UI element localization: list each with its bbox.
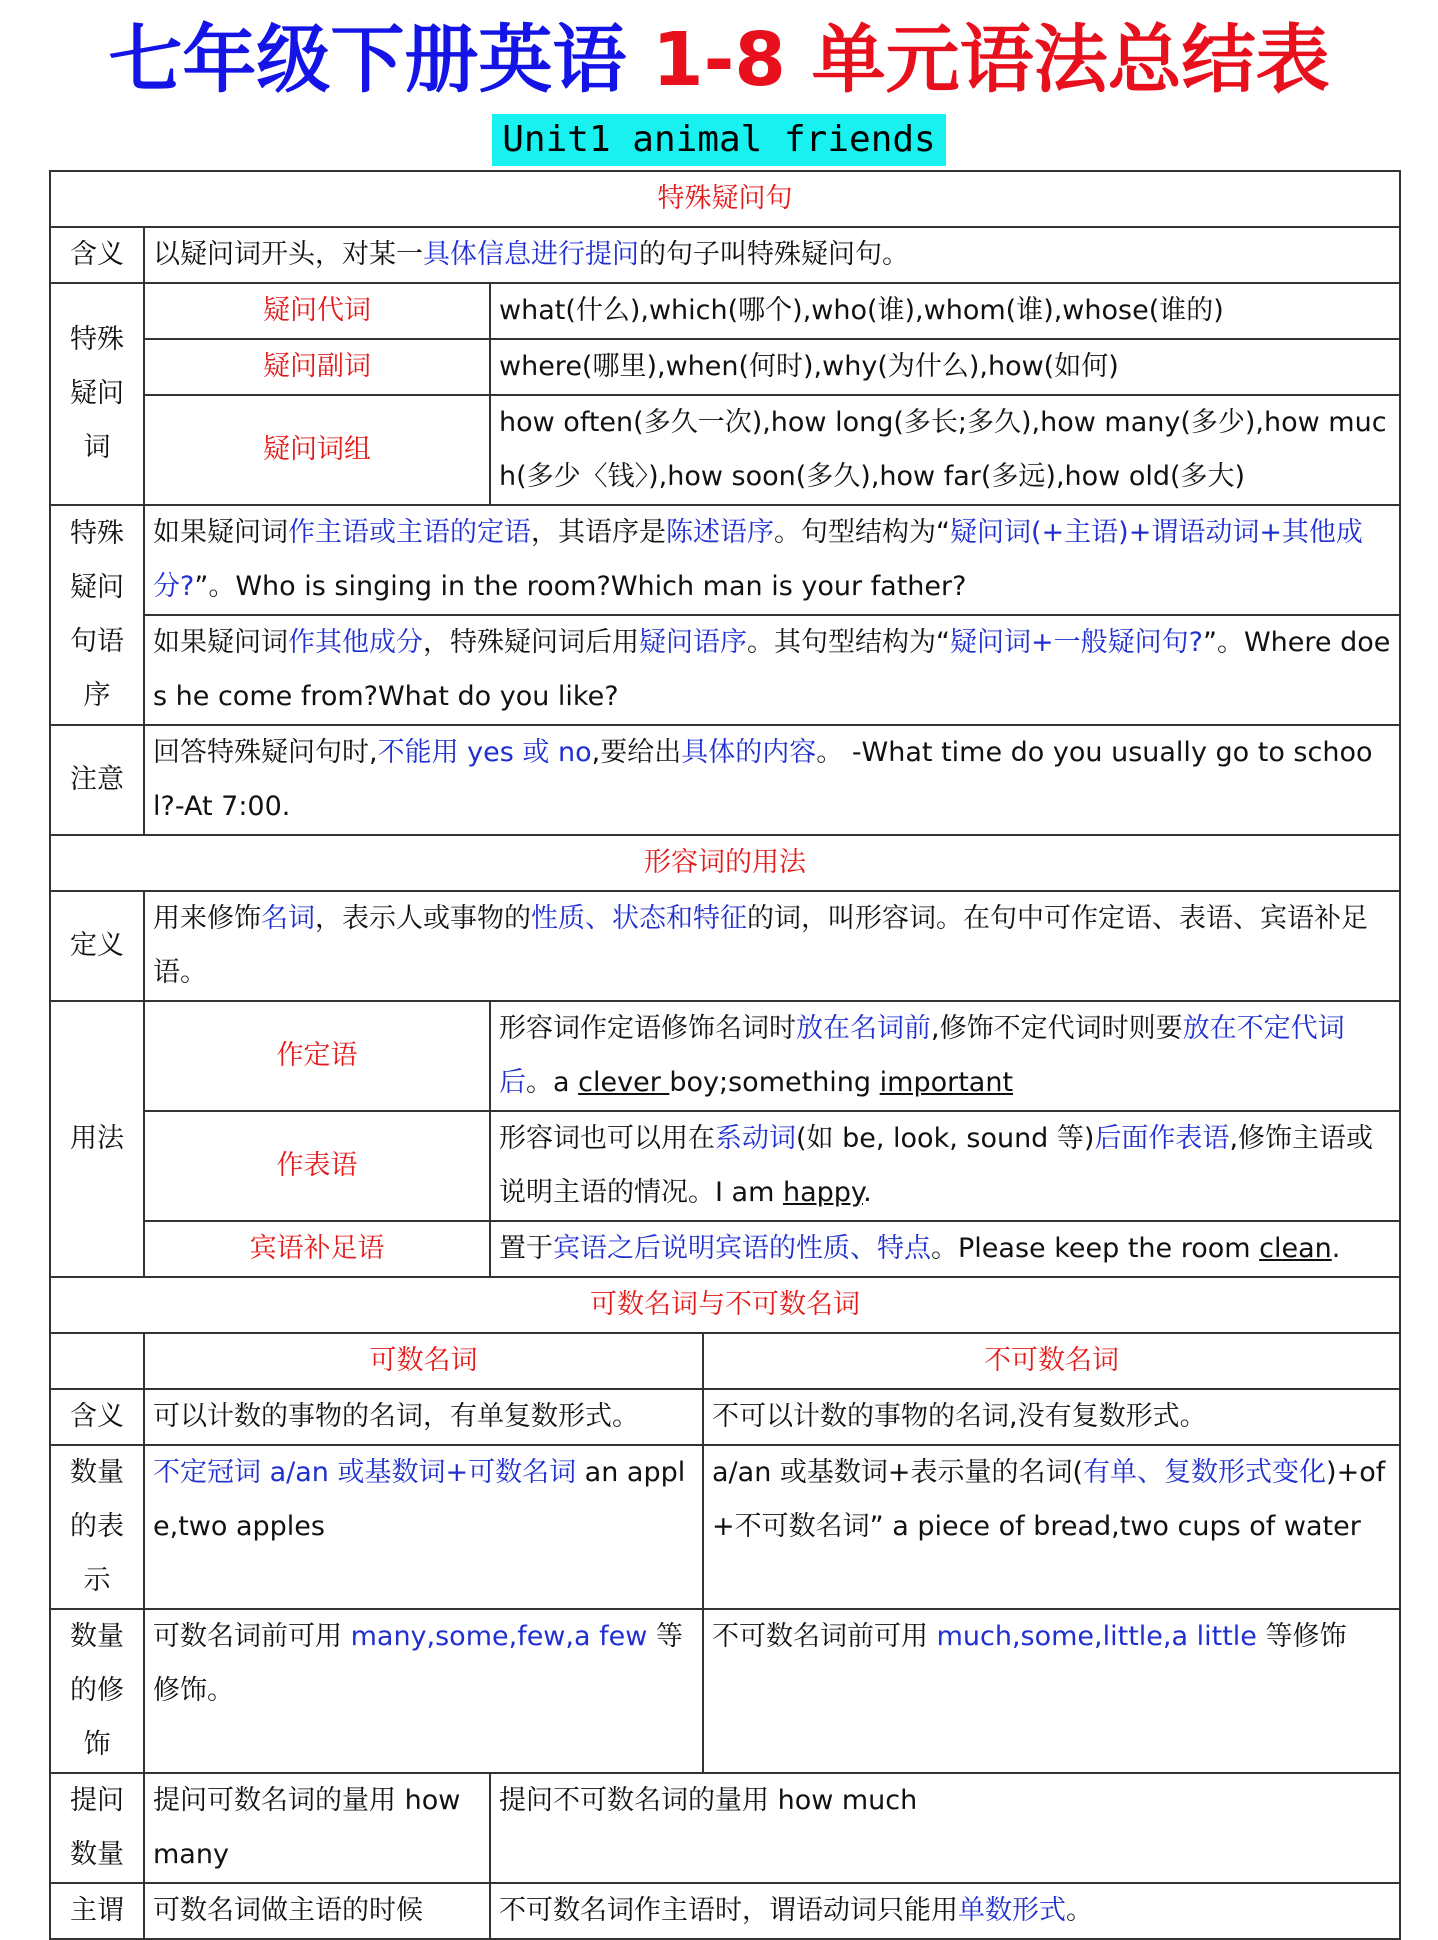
text-segment: ”。Who is singing in the room?Which man is your father? <box>194 571 967 602</box>
row-label: 数量的修饰 <box>50 1609 144 1773</box>
title-part-2: 1-8 单元语法总结表 <box>652 17 1330 103</box>
highlight-text: 不定冠词 a/an 或基数词+可数名词 <box>153 1457 577 1488</box>
cell-text <box>144 725 1400 835</box>
cell-text <box>144 227 1400 283</box>
cell-uncountable <box>703 1389 1400 1445</box>
cell-countable <box>144 1773 490 1883</box>
sub-label: 作表语 <box>144 1111 490 1221</box>
row-label: 含义 <box>50 1389 144 1445</box>
cell-text <box>490 339 1400 395</box>
text-segment: 。a <box>526 1067 579 1098</box>
highlight-text: 具体信息进行提问 <box>423 239 639 270</box>
text-segment: 提问可数名词的量用 how many <box>153 1785 461 1870</box>
page-title <box>0 14 1438 106</box>
highlight-text: 后面作表语 <box>1094 1123 1230 1154</box>
text-segment: 如果疑问词 <box>153 517 288 548</box>
text-segment: 以疑问词开头，对某一 <box>153 239 423 270</box>
cell-countable <box>144 1609 703 1773</box>
text-segment: 不可数名词作主语时，谓语动词只能用 <box>499 1895 958 1926</box>
text-segment: 。其句型结构为“ <box>747 627 950 658</box>
highlight-text: 疑问语序 <box>639 627 747 658</box>
text-segment: a/an 或基数词+表示量的名词( <box>712 1457 1084 1488</box>
text-segment: 不可数名词前可用 <box>712 1621 937 1652</box>
highlight-text: 作主语或主语的定语 <box>288 517 531 548</box>
text-segment: boy;something <box>669 1067 880 1098</box>
sub-label: 疑问副词 <box>144 339 490 395</box>
cell-text <box>144 891 1400 1001</box>
highlight-text: 不能用 yes 或 no <box>377 737 592 768</box>
cell-countable <box>144 1389 703 1445</box>
cell-text <box>144 615 1400 725</box>
row-label: 定义 <box>50 891 144 1001</box>
row-label: 数量的表示 <box>50 1445 144 1609</box>
text-segment: 可数名词做主语的时候 <box>153 1895 423 1926</box>
text-segment: ,修饰主语或说明主语的情况。I am <box>499 1123 1374 1208</box>
cell-countable <box>144 1883 490 1939</box>
cell-uncountable <box>703 1609 1400 1773</box>
underlined-text: clever <box>578 1067 670 1098</box>
row-label: 注意 <box>50 725 144 835</box>
text-segment: 可以计数的事物的名词，有单复数形式。 <box>153 1401 639 1432</box>
text-segment: 提问不可数名词的量用 how much <box>499 1785 918 1816</box>
text-segment: ，特殊疑问词后用 <box>423 627 639 658</box>
cell-text <box>490 1001 1400 1111</box>
text-segment: 等修饰 <box>1256 1621 1347 1652</box>
text-segment: 的句子叫特殊疑问句。 <box>639 239 909 270</box>
text-segment: 置于 <box>499 1233 553 1264</box>
highlight-text: 陈述语序 <box>666 517 774 548</box>
highlight-text: 疑问词(+主语)+谓语动词+其他成分? <box>153 517 1363 602</box>
highlight-text: many,some,few,a few <box>350 1621 648 1652</box>
sub-label: 疑问代词 <box>144 283 490 339</box>
cell-text <box>490 1111 1400 1221</box>
row-label: 提问数量 <box>50 1773 144 1883</box>
text-segment: 用来修饰 <box>153 903 261 934</box>
text-segment: ,要给出 <box>591 737 682 768</box>
title-part-1: 七年级下册英语 <box>108 17 627 103</box>
section-header-wh-questions: 特殊疑问句 <box>50 171 1400 227</box>
text-segment: 等修饰。 <box>153 1621 683 1706</box>
text-segment: 。Please keep the room <box>931 1233 1260 1264</box>
text-segment: an apple,two apples <box>153 1457 686 1542</box>
underlined-text: clean <box>1259 1233 1332 1264</box>
text-segment: 。句型结构为“ <box>774 517 950 548</box>
highlight-text: much,some,little,a little <box>936 1621 1257 1652</box>
text-segment: ,修饰不定代词时则要 <box>931 1013 1183 1044</box>
text-segment: 不可以计数的事物的名词,没有复数形式。 <box>712 1401 1207 1432</box>
sub-label: 疑问词组 <box>144 395 490 505</box>
section-header-nouns: 可数名词与不可数名词 <box>50 1277 1400 1333</box>
cell-text <box>490 395 1400 505</box>
cell-uncountable <box>490 1773 1400 1883</box>
underlined-text: happy <box>782 1177 864 1208</box>
section-header-adjectives: 形容词的用法 <box>50 835 1400 891</box>
cell-text <box>490 283 1400 339</box>
column-header-countable: 可数名词 <box>144 1333 703 1389</box>
text-segment: ，表示人或事物的 <box>315 903 531 934</box>
text-segment: 如果疑问词 <box>153 627 288 658</box>
highlight-text: 放在名词前 <box>796 1013 931 1044</box>
text-segment: 回答特殊疑问句时, <box>153 737 378 768</box>
text-segment: where(哪里),when(何时),why(为什么),how(如何) <box>499 351 1119 382</box>
highlight-text: 名词 <box>261 903 315 934</box>
highlight-text: 作其他成分 <box>288 627 423 658</box>
unit-label-wrap <box>0 114 1438 166</box>
cell-uncountable <box>703 1445 1400 1609</box>
text-segment: (如 be, look, sound 等) <box>796 1123 1095 1154</box>
highlight-text: 单数形式 <box>958 1895 1066 1926</box>
row-label: 主谓 <box>50 1883 144 1939</box>
cell-text <box>144 505 1400 615</box>
row-label: 用法 <box>50 1001 144 1277</box>
empty-cell <box>50 1333 144 1389</box>
text-segment: ，其语序是 <box>531 517 666 548</box>
unit-label: Unit1 animal friends <box>492 114 945 166</box>
highlight-text: 性质、状态和特征 <box>531 903 747 934</box>
text-segment: . <box>1331 1233 1341 1264</box>
highlight-text: 有单、复数形式变化 <box>1083 1457 1327 1488</box>
grammar-table <box>49 170 1401 1940</box>
text-segment: how often(多久一次),how long(多长;多久),how many(多少),how much(多少〈钱〉),how soon(多久),how far(多远),how old(多大) <box>499 407 1387 492</box>
column-header-uncountable: 不可数名词 <box>703 1333 1400 1389</box>
text-segment: 。 <box>1066 1895 1093 1926</box>
sub-label: 作定语 <box>144 1001 490 1111</box>
cell-uncountable <box>490 1883 1400 1939</box>
text-segment: 。 -What time do you usually go to school?-At 7:00. <box>153 737 1373 822</box>
cell-text <box>490 1221 1400 1277</box>
text-segment: what(什么),which(哪个),who(谁),whom(谁),whose(谁的) <box>499 295 1224 326</box>
text-segment: 的词，叫形容词。在句中可作定语、表语、宾语补足语。 <box>153 903 1368 988</box>
text-segment: ”。Where does he come from?What do you like? <box>153 627 1391 712</box>
highlight-text: 疑问词+一般疑问句? <box>950 627 1203 658</box>
text-segment: 形容词也可以用在 <box>499 1123 715 1154</box>
highlight-text: 系动词 <box>715 1123 796 1154</box>
highlight-text: 放在不定代词后 <box>499 1013 1345 1098</box>
highlight-text: 宾语之后说明宾语的性质、特点 <box>553 1233 931 1264</box>
sub-label: 宾语补足语 <box>144 1221 490 1277</box>
row-label: 特殊疑问词 <box>50 283 144 505</box>
row-label: 特殊疑问句语序 <box>50 505 144 725</box>
text-segment: 可数名词前可用 <box>153 1621 351 1652</box>
text-segment: 形容词作定语修饰名词时 <box>499 1013 796 1044</box>
text-segment: . <box>863 1177 872 1208</box>
text-segment: )+of+不可数名词” a piece of bread,two cups of water <box>712 1457 1386 1542</box>
row-label: 含义 <box>50 227 144 283</box>
highlight-text: 具体的内容 <box>681 737 817 768</box>
cell-countable <box>144 1445 703 1609</box>
underlined-text: important <box>879 1067 1014 1098</box>
